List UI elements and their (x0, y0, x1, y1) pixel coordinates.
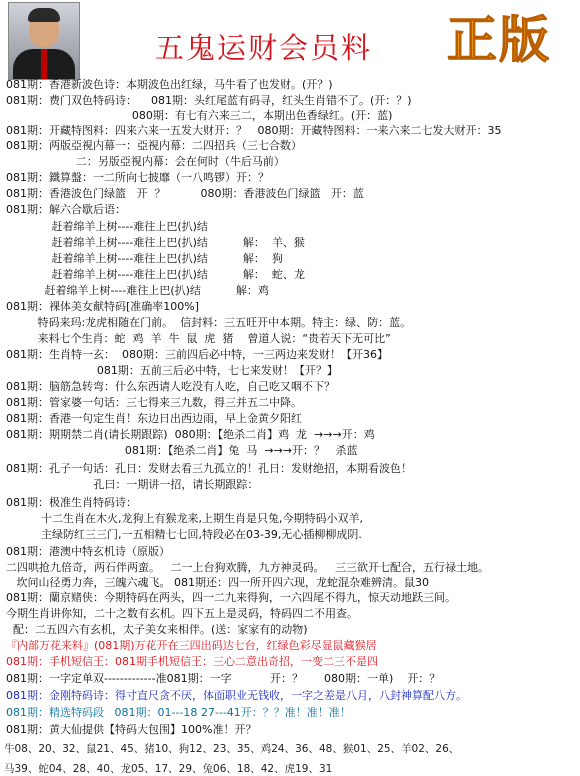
text-line: 081期：生肖特一玄： 080期：三前四后必中特，一三两边来发财！【开36】 (6, 348, 388, 361)
text-line: 081期：管家婆一句话：三七得来三九数，得三并五二中降。 (6, 396, 302, 409)
header (0, 0, 580, 82)
text-line: 主绿防红三三门,一五相精七七回,特段必在03-39,无心插柳柳成阴. (6, 528, 362, 541)
portrait-hair (28, 8, 60, 22)
portrait-tie (41, 49, 47, 79)
genuine-badge: 正版 (447, 11, 551, 69)
page-title: 五鬼运财会员料 (155, 31, 373, 65)
text-line: 081期：香港一句定生肖！东边日出西边雨，早上金黄夕阳红 (6, 412, 302, 425)
text-line: 081期：孔子一句话：孔日：发财去看三九孤立的！孔日：发财绝招，本期看波色！ (6, 462, 412, 475)
text-line: 赶着绵羊上树----难往上巴(扒)结 解：鸡 (6, 284, 269, 297)
text-line: 081期：手机短信王：081期手机短信王：三心二意出奇招，一变二三不是四 (6, 655, 378, 668)
text-line: 081期：鐵算盤：一二所向七披靡（一八鸣锣）开：？ (6, 171, 269, 184)
text-line: 081期：开藏特图料：四来六来一五发大财开：？ 080期：开藏特图料：一来六来二七发大财开：35 (6, 124, 502, 137)
text-line: 081期：极准生肖特码诗： (6, 496, 137, 509)
text-line: 081期：裸体美女献特码[准确率100%] (6, 300, 200, 313)
portrait-photo (8, 2, 80, 80)
text-line: 081期：解六合歇后语： (6, 203, 126, 216)
text-line: 081期：金刚特码诗：得寸直尺贪不厌，体面职业无钱收，一字之差是八月，八封神算配八方。 (6, 689, 467, 702)
text-line: 081期：两版亞視内幕一：亞視内幕：二四招兵（三七合数） (6, 139, 302, 152)
text-line: 081期：蘭京赌侠：今期特码在两头，四一二九来得狗，一六四尾不得九，惊天动地跃三间。 (6, 591, 456, 604)
number-list-line: 马39、蛇04、28、40、龙05、17、29、兔06、18、42、虎19、31 (4, 763, 333, 775)
text-line: 081期：费门双色特码诗： 081期：头红尾蓝有码寻，红头生肖错不了。(开：？) (6, 94, 412, 107)
text-line: 今期生肖讲你知，二十之数有玄机。四下五上是灵码，特码四二不用查。 (6, 607, 358, 620)
number-list-line: 牛08、20、32、鼠21、45、猪10、狗12、23、35、鸡24、36、48、猴01、25、羊02、26、 (4, 743, 460, 755)
text-line: 赶着绵羊上树----难往上巴(扒)结 解： 狗 (6, 252, 283, 265)
text-line: 081期：黄大仙提供【特码大包围】100%准！开？ (6, 723, 257, 736)
text-line: 081期：脑筋急转弯：什么东西请人吃没有人吃，自己吃又咽不下？ (6, 380, 335, 393)
text-line: 赶着绵羊上树----难往上巴(扒)结 (6, 220, 208, 233)
text-line: 来料七个生肖：蛇 鸡 羊 牛 鼠 虎 猪 曾道人说：“贵若天下无可比” (6, 332, 391, 345)
text-line: 080期：有七有六来三二，本期出色香绿红。(开：蓝) (6, 109, 393, 122)
text-line: 赶着绵羊上树----难往上巴(扒)结 解： 羊、猴 (6, 236, 305, 249)
text-line: 特码来玛:龙虎相随在门前。 信封料：三五旺开中本期。特主：绿、防：蓝。 (6, 316, 412, 329)
text-line: 081期：香港新波色诗：本期波色出红绿，马牛看了也发财。(开？) (6, 78, 333, 91)
text-line: 坎问山径勇力奔，三魄六魂飞。 081期还：四一所开四六现，龙蛇混杂难辨清。鼠30 (6, 576, 429, 589)
text-line: 081期：精选特码段 081期：01---18 27---41开：？？准！准！准！ (6, 706, 351, 719)
text-line: 081期：香港波色门绿篮 开 ？ 080期：香港波色门绿篮 开：蓝 (6, 187, 364, 200)
text-line: 081期：期期禁二肖(请长期跟踪) 080期：【绝杀二肖】鸡 龙 →→→开：鸡 (6, 428, 375, 441)
text-line: 十二生肖在木火,龙狗上有猴龙来,上期生肖是只兔,今期特码小双羊, (6, 512, 363, 525)
text-line: 二：另版亞視内幕：会在何时（牛后马前） (6, 155, 285, 168)
text-line: 081期：港澳中特玄机诗（原版） (6, 545, 170, 558)
text-line: 孔曰：一期讲一招，请长期跟踪： (6, 478, 259, 491)
text-line: 赶着绵羊上树----难往上巴(扒)结 解： 蛇、龙 (6, 268, 305, 281)
text-line: 081期：一字定单双-------------准081期：一字 开：？ 080期：一单) 开：？ (6, 672, 441, 685)
text-line: 081期：【绝杀二肖】兔 马 →→→开：？ 杀蓝 (6, 444, 358, 457)
text-line: 二四哄抢九倍奇，两石伴两蛮。 二一上台狗欢腾，九方神灵码。 三三欲开七配合，五行禄土地。 (6, 561, 489, 574)
text-line: 『内部万花来料』(081期)万花开在三四出码达七台，红绿色彩尽显鼠藏猴居 (6, 639, 377, 652)
text-line: 配：二五四六有玄机，太子美女来相伴。(送：家家有的动物) (6, 623, 308, 636)
text-line: 081期：五前三后必中特，七七来发财！【开？】 (6, 364, 338, 377)
